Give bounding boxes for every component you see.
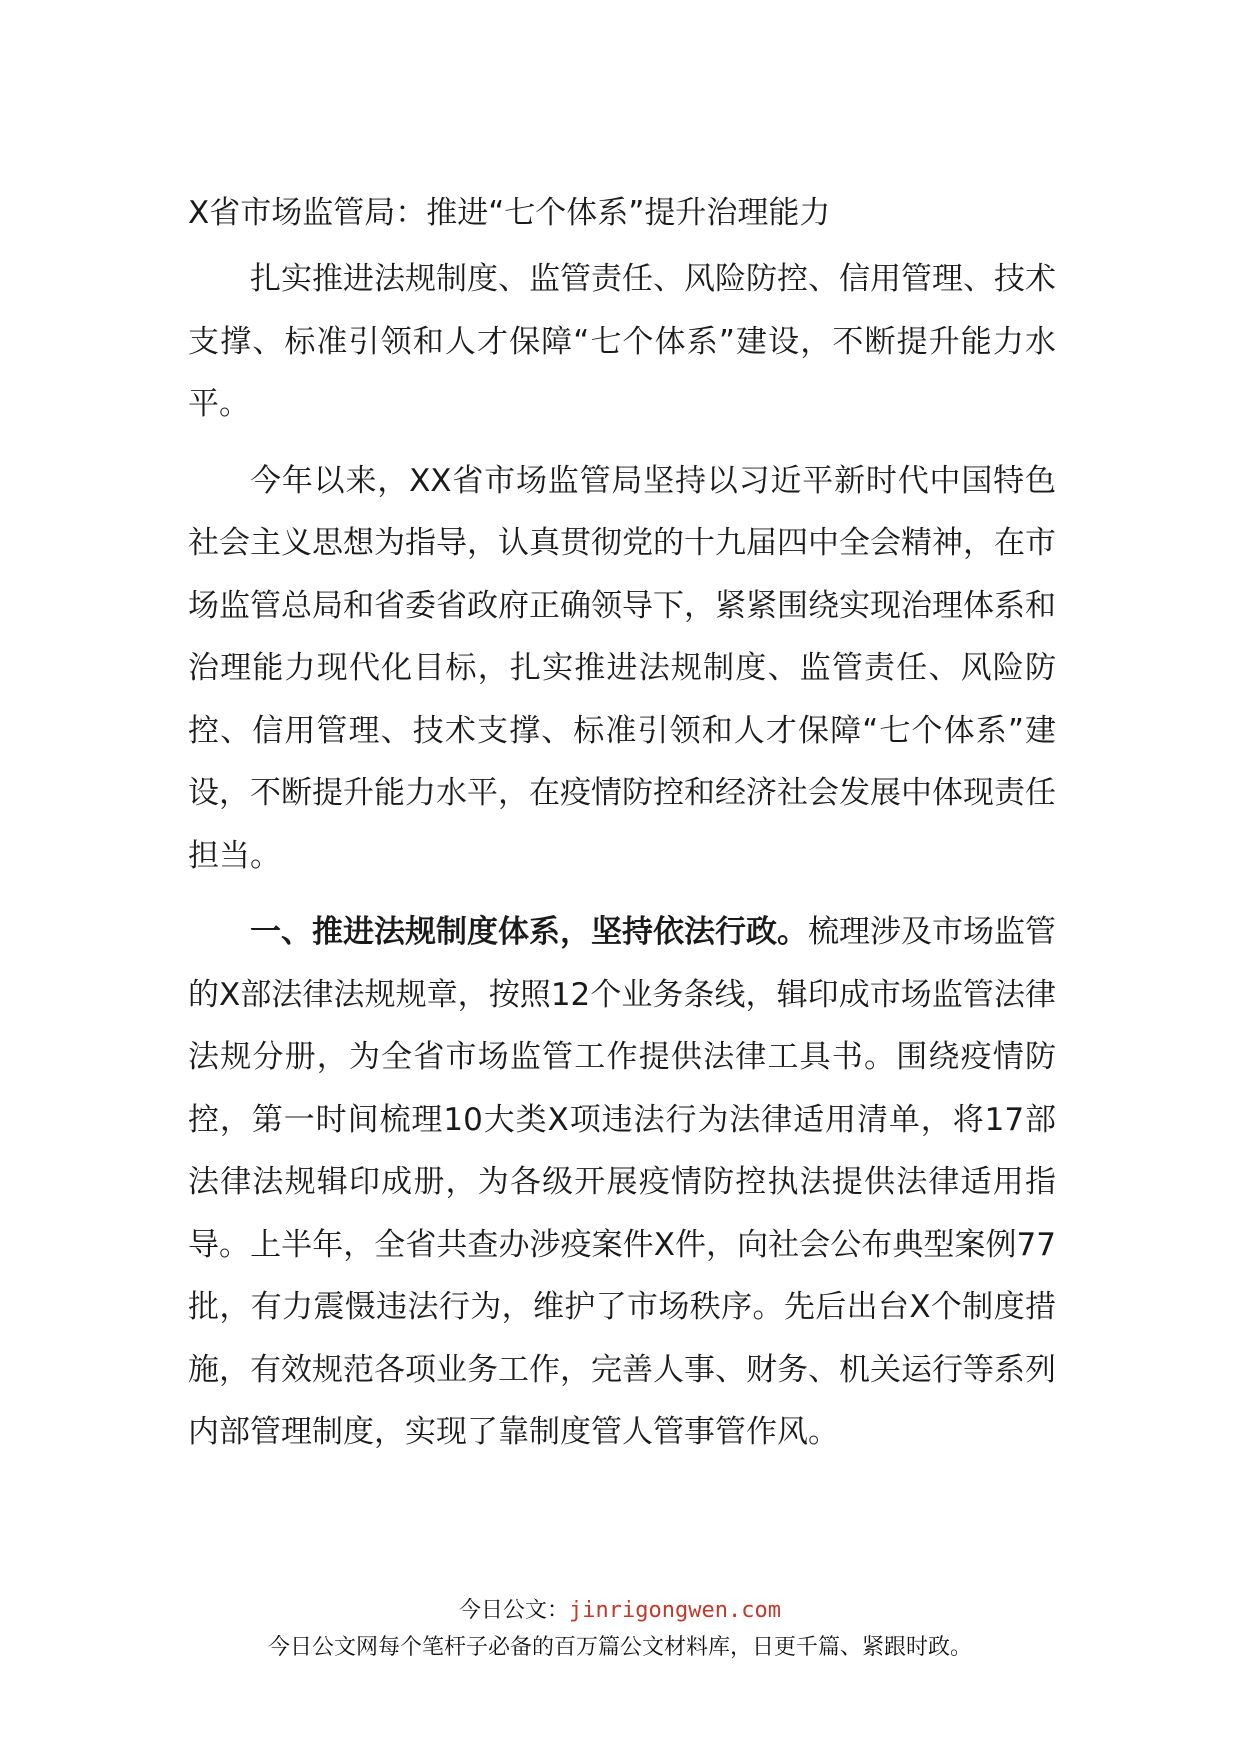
document-body	[188, 186, 1056, 1478]
document-title: X省市场监管局：推进“七个体系”提升治理能力	[188, 195, 831, 231]
paragraph-text: 今年以来，XX省市场监管局坚持以习近平新时代中国特色社会主义思想为指导，认真贯彻党的十九届四中全会精神，在市场监管总局和省委省政府正确领导下，紧紧围绕实现治理体系和治理能力现代化目标，扎实推进法规制度、监管责任、风险防控、信用管理、技术支撑、标准引领和人才保障“七个体系”建设，不断提升能力水平，在疫情防控和经济社会发展中体现责任担当。	[188, 462, 1056, 874]
footer-site-url[interactable]: jinrigongwen.com	[569, 1598, 781, 1623]
paragraph-section-one	[188, 901, 1056, 1464]
footer-site-label: 今日公文：	[459, 1598, 570, 1623]
paragraph-text: 扎实推进法规制度、监管责任、风险防控、信用管理、技术支撑、标准引领和人才保障“七个体系”建设，不断提升能力水平。	[188, 261, 1056, 422]
footer-site-line	[0, 1593, 1240, 1624]
section-heading: 一、推进法规制度体系，坚持依法行政。	[250, 914, 808, 950]
paragraph-text: 梳理涉及市场监管的X部法律法规规章，按照12个业务条线，辑印成市场监管法律法规分册，为全省市场监管工作提供法律工具书。围绕疫情防控，第一时间梳理10大类X项违法行为法律适用清单，将17部法律法规辑印成册，为各级开展疫情防控执法提供法律适用指导。上半年，全省共查办涉疫案件X件，向社会公布典型案例77批，有力震慑违法行为，维护了市场秩序。先后出台X个制度措施，有效规范各项业务工作，完善人事、财务、机关运行等系列内部管理制度，实现了靠制度管人管事管作风。	[188, 914, 1056, 1450]
footer-slogan: 今日公文网每个笔杆子必备的百万篇公文材料库，日更千篇、紧跟时政。	[267, 1635, 972, 1660]
paragraph-intro	[188, 450, 1056, 888]
paragraph-summary	[188, 248, 1056, 436]
